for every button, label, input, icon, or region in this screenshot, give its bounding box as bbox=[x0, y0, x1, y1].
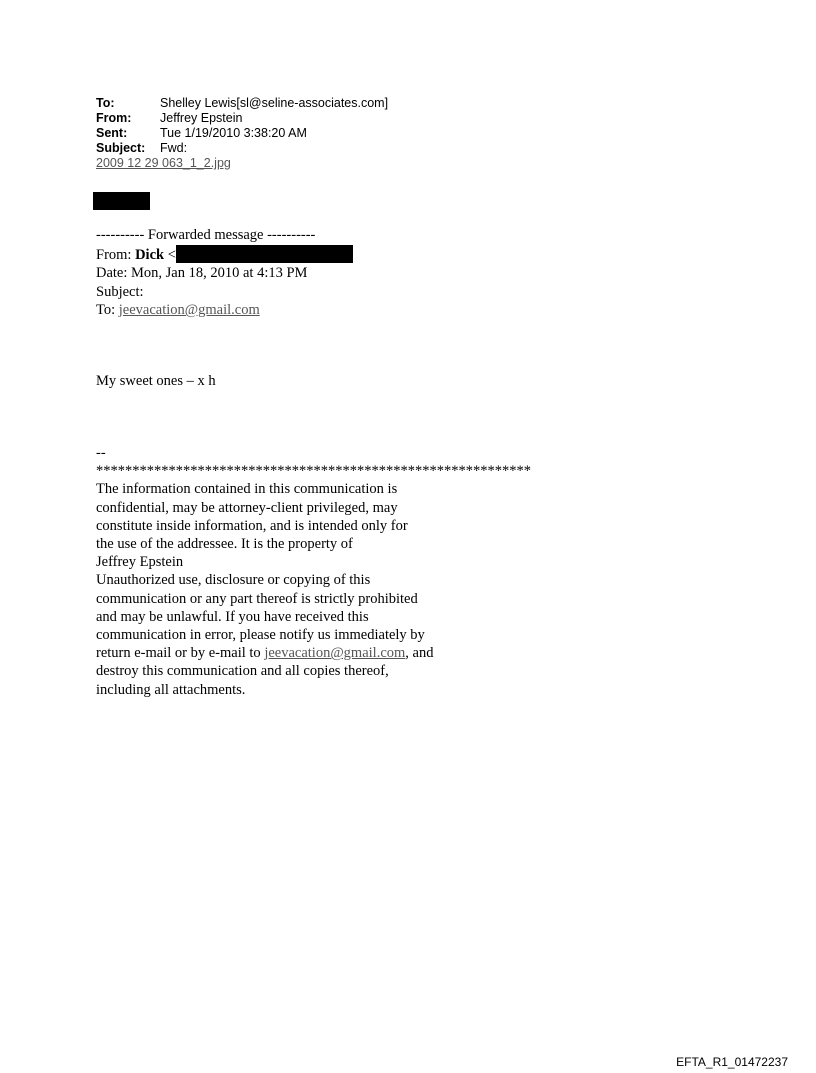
signature-return-prefix: return e-mail or by e-mail to bbox=[96, 645, 265, 662]
to-value: Shelley Lewis[sl@seline-associates.com] bbox=[160, 96, 389, 110]
forwarded-date: Date: Mon, Jan 18, 2010 at 4:13 PM bbox=[96, 265, 308, 281]
signature-return-line bbox=[96, 644, 531, 662]
forwarded-to-email-link[interactable]: jeevacation@gmail.com bbox=[118, 302, 260, 318]
signature-line: the use of the addressee. It is the property of bbox=[96, 536, 353, 553]
signature-line: confidential, may be attorney-client privileged, may bbox=[96, 499, 398, 516]
forwarded-subject: Subject: bbox=[96, 283, 144, 300]
document-id: EFTA_R1_01472237 bbox=[676, 1055, 788, 1069]
signature-line: The information contained in this communication is bbox=[96, 481, 398, 498]
signature-line: Jeffrey Epstein bbox=[96, 554, 184, 571]
signature-email-link[interactable]: jeevacation@gmail.com bbox=[264, 645, 406, 662]
from-row bbox=[96, 111, 388, 126]
to-label: To: bbox=[96, 96, 115, 110]
subject-value: Fwd: bbox=[160, 141, 188, 155]
signature-line: constitute inside information, and is intended only for bbox=[96, 517, 408, 534]
sent-label: Sent: bbox=[96, 126, 128, 140]
subject-label: Subject: bbox=[96, 141, 146, 155]
sent-row bbox=[96, 126, 388, 141]
to-row bbox=[96, 96, 388, 111]
signature-block bbox=[96, 444, 531, 699]
subject-row bbox=[96, 141, 388, 156]
forwarded-to-prefix: To: bbox=[96, 302, 119, 318]
email-header bbox=[96, 96, 388, 171]
signature-line: Unauthorized use, disclosure or copying of this bbox=[96, 572, 371, 589]
signature-stars: ************************************************************ bbox=[96, 463, 531, 480]
signature-line: destroy this communication and all copies thereof, bbox=[96, 663, 389, 680]
forwarded-divider: ---------- Forwarded message ---------- bbox=[96, 227, 316, 243]
signature-line: and may be unlawful. If you have received this bbox=[96, 608, 369, 625]
redaction-block bbox=[93, 192, 150, 210]
from-label: From: bbox=[96, 111, 132, 125]
forwarded-message-header bbox=[96, 226, 353, 320]
signature-return-suffix: , and bbox=[405, 645, 434, 662]
signature-line: communication in error, please notify us immediately by bbox=[96, 627, 425, 644]
forwarded-to-line bbox=[96, 301, 353, 320]
signature-dashes: -- bbox=[96, 445, 106, 461]
message-body: My sweet ones – x h bbox=[96, 373, 216, 389]
attachment-link[interactable]: 2009 12 29 063_1_2.jpg bbox=[96, 156, 231, 170]
sent-value: Tue 1/19/2010 3:38:20 AM bbox=[160, 126, 307, 140]
forwarded-from-prefix: From: bbox=[96, 246, 136, 263]
from-value: Jeffrey Epstein bbox=[160, 111, 243, 125]
signature-line: communication or any part thereof is strictly prohibited bbox=[96, 590, 418, 607]
forwarded-from-bracket: < bbox=[164, 246, 176, 263]
signature-line: including all attachments. bbox=[96, 681, 246, 698]
forwarded-from-line bbox=[96, 245, 353, 265]
redaction-email bbox=[176, 245, 353, 263]
forwarded-from-name: Dick bbox=[135, 246, 165, 263]
